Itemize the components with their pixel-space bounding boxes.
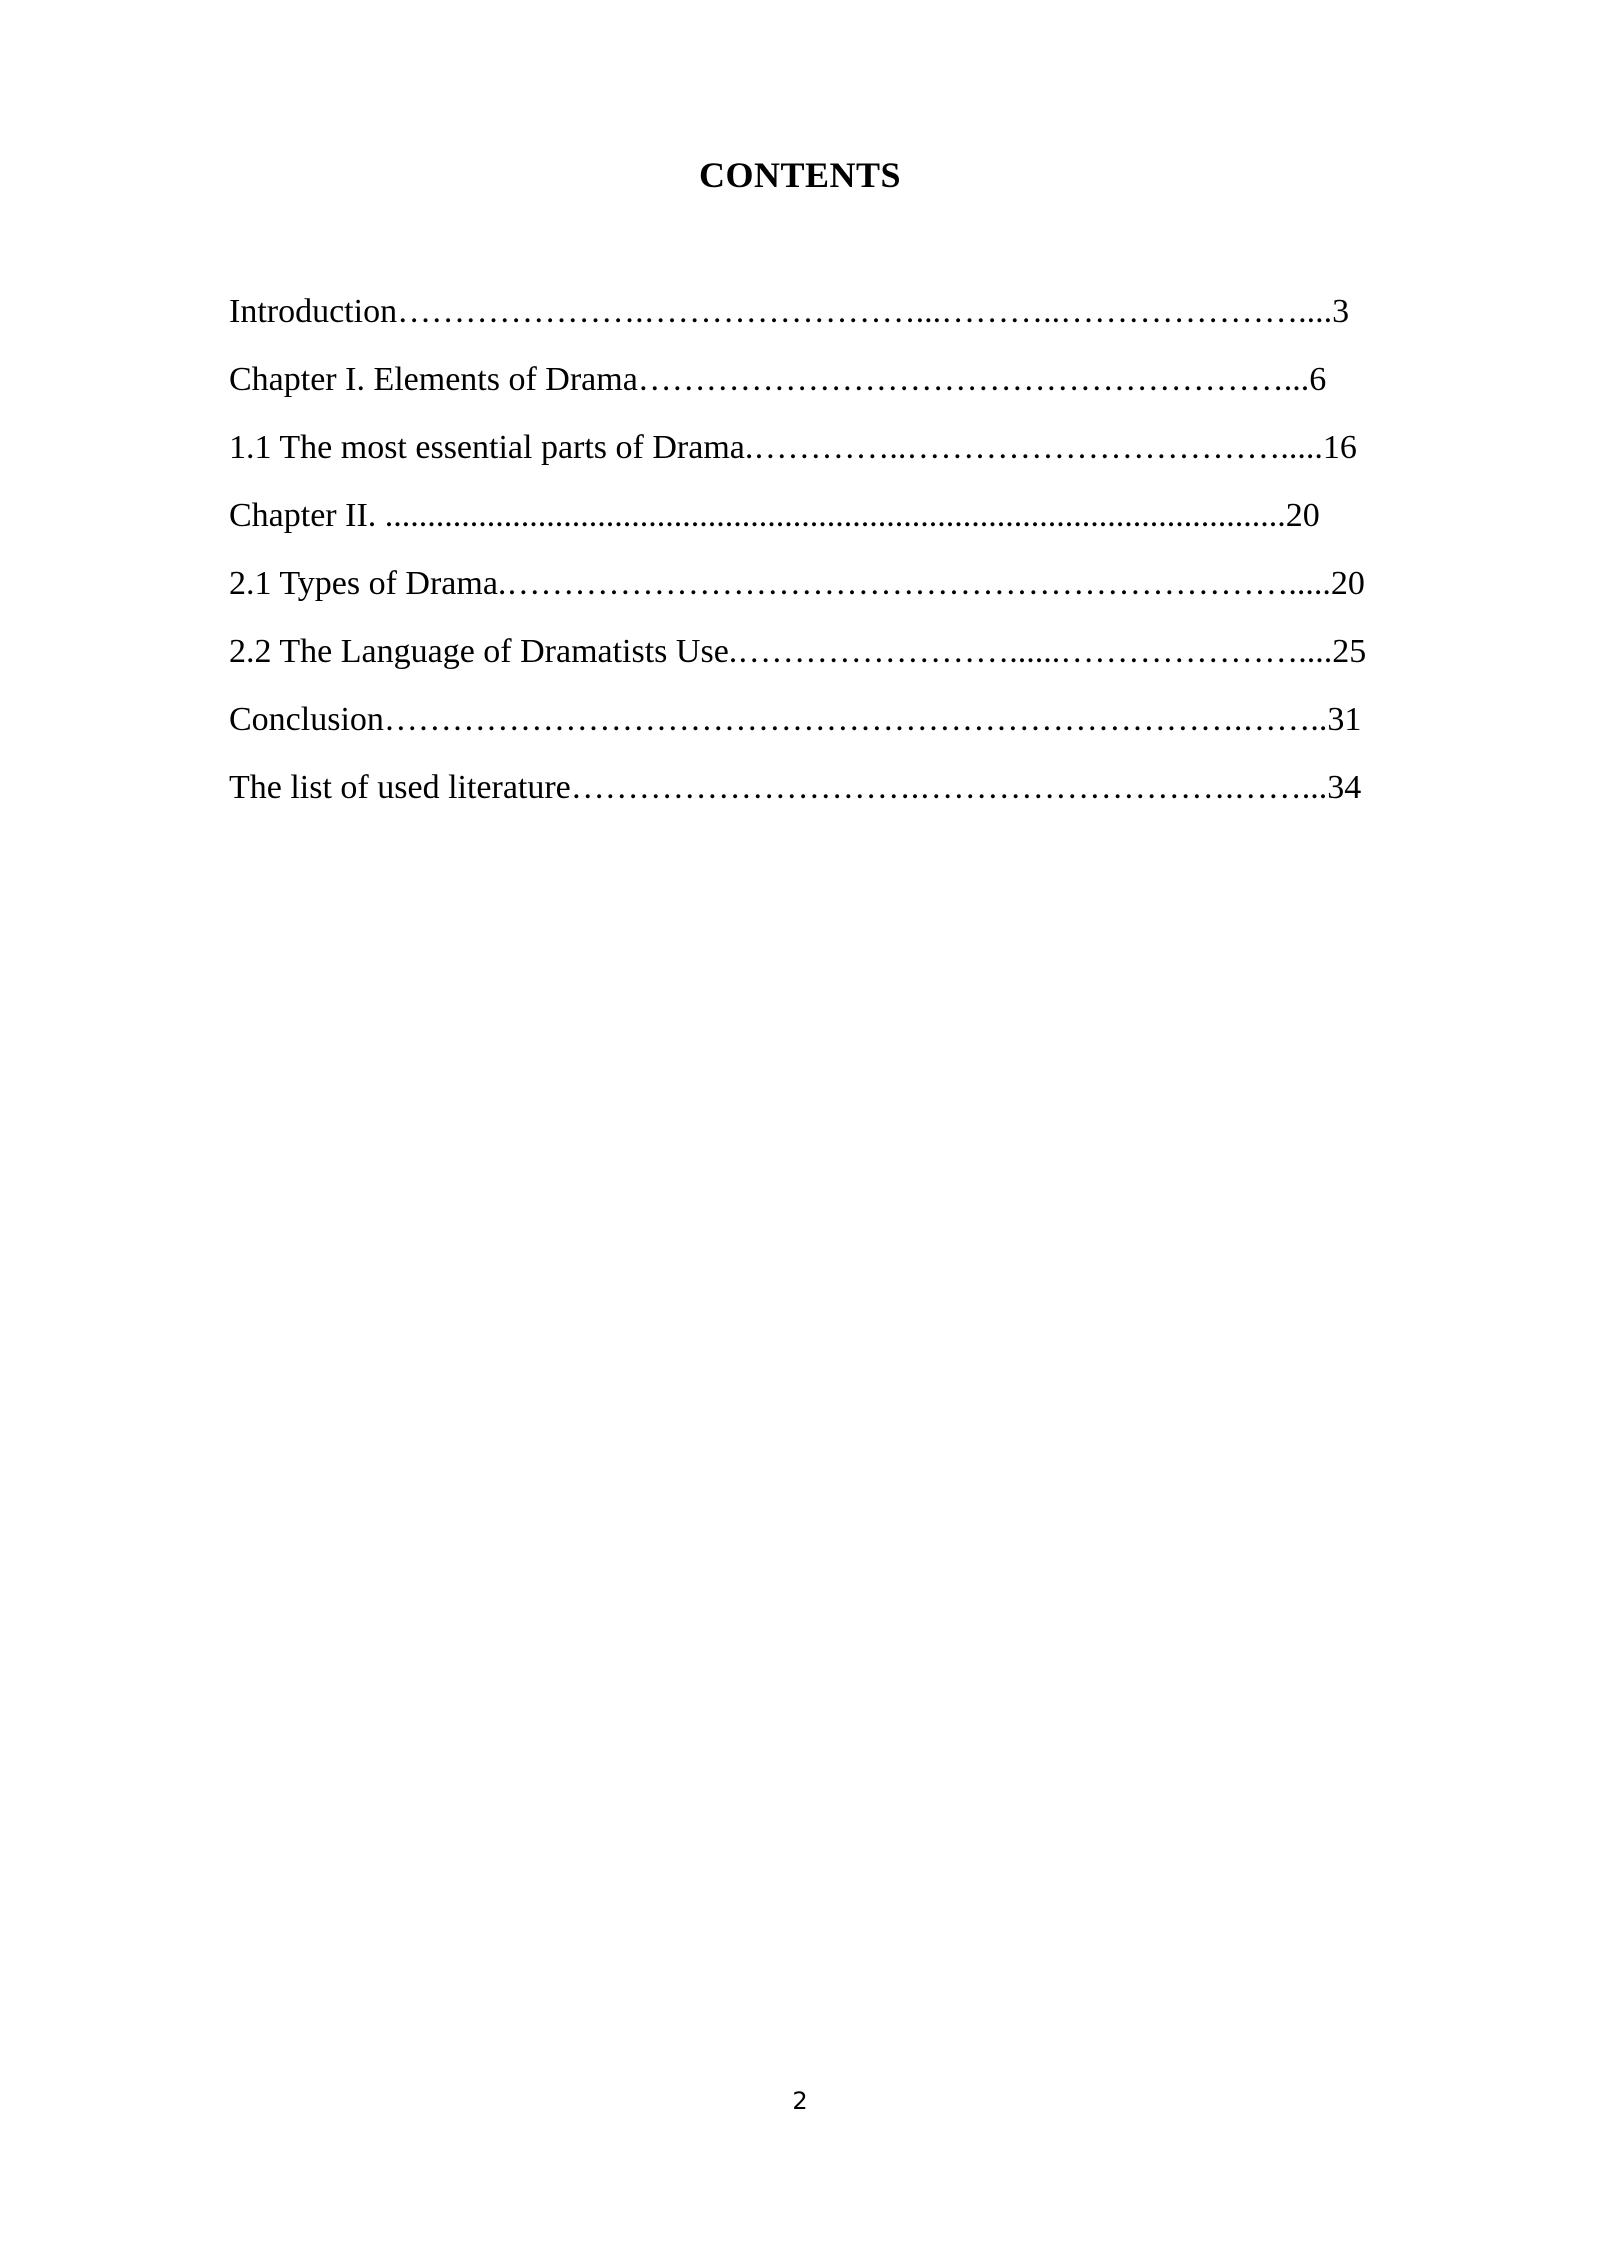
toc-entry-text: 2.1 Types of Drama.…………………………………………………………….....20	[229, 565, 1365, 602]
toc-entry-text: Conclusion………………………………………………………………….……..31	[229, 701, 1362, 738]
toc-entry-text: The list of used literature………………………….……………………….……...34	[229, 769, 1362, 806]
toc-entry-text: 2.2 The Language of Dramatists Use.……………………......…………………....25	[229, 633, 1367, 670]
toc-entry-section-1-1	[229, 423, 1484, 491]
contents-heading: CONTENTS	[698, 155, 902, 195]
toc-entry-chapter-2	[229, 491, 1484, 559]
toc-entry-text: 1.1 The most essential parts of Drama.…………..…………………………….....16	[229, 429, 1357, 466]
toc-entry-text: Chapter I. Elements of Drama…………………………………………………...6	[229, 361, 1327, 398]
toc-entry-chapter-1	[229, 355, 1484, 423]
toc-entry-introduction	[229, 287, 1484, 355]
toc-entry-conclusion	[229, 695, 1484, 763]
toc-entry-literature	[229, 763, 1484, 831]
table-of-contents	[229, 287, 1484, 831]
toc-entry-text: Introduction………………….……………………...………..…………………....3	[229, 293, 1350, 330]
toc-entry-section-2-2	[229, 627, 1484, 695]
page-number: 2	[792, 2087, 808, 2115]
toc-entry-section-2-1	[229, 559, 1484, 627]
toc-entry-text: Chapter II. ..........................................................................................................20	[229, 497, 1320, 534]
